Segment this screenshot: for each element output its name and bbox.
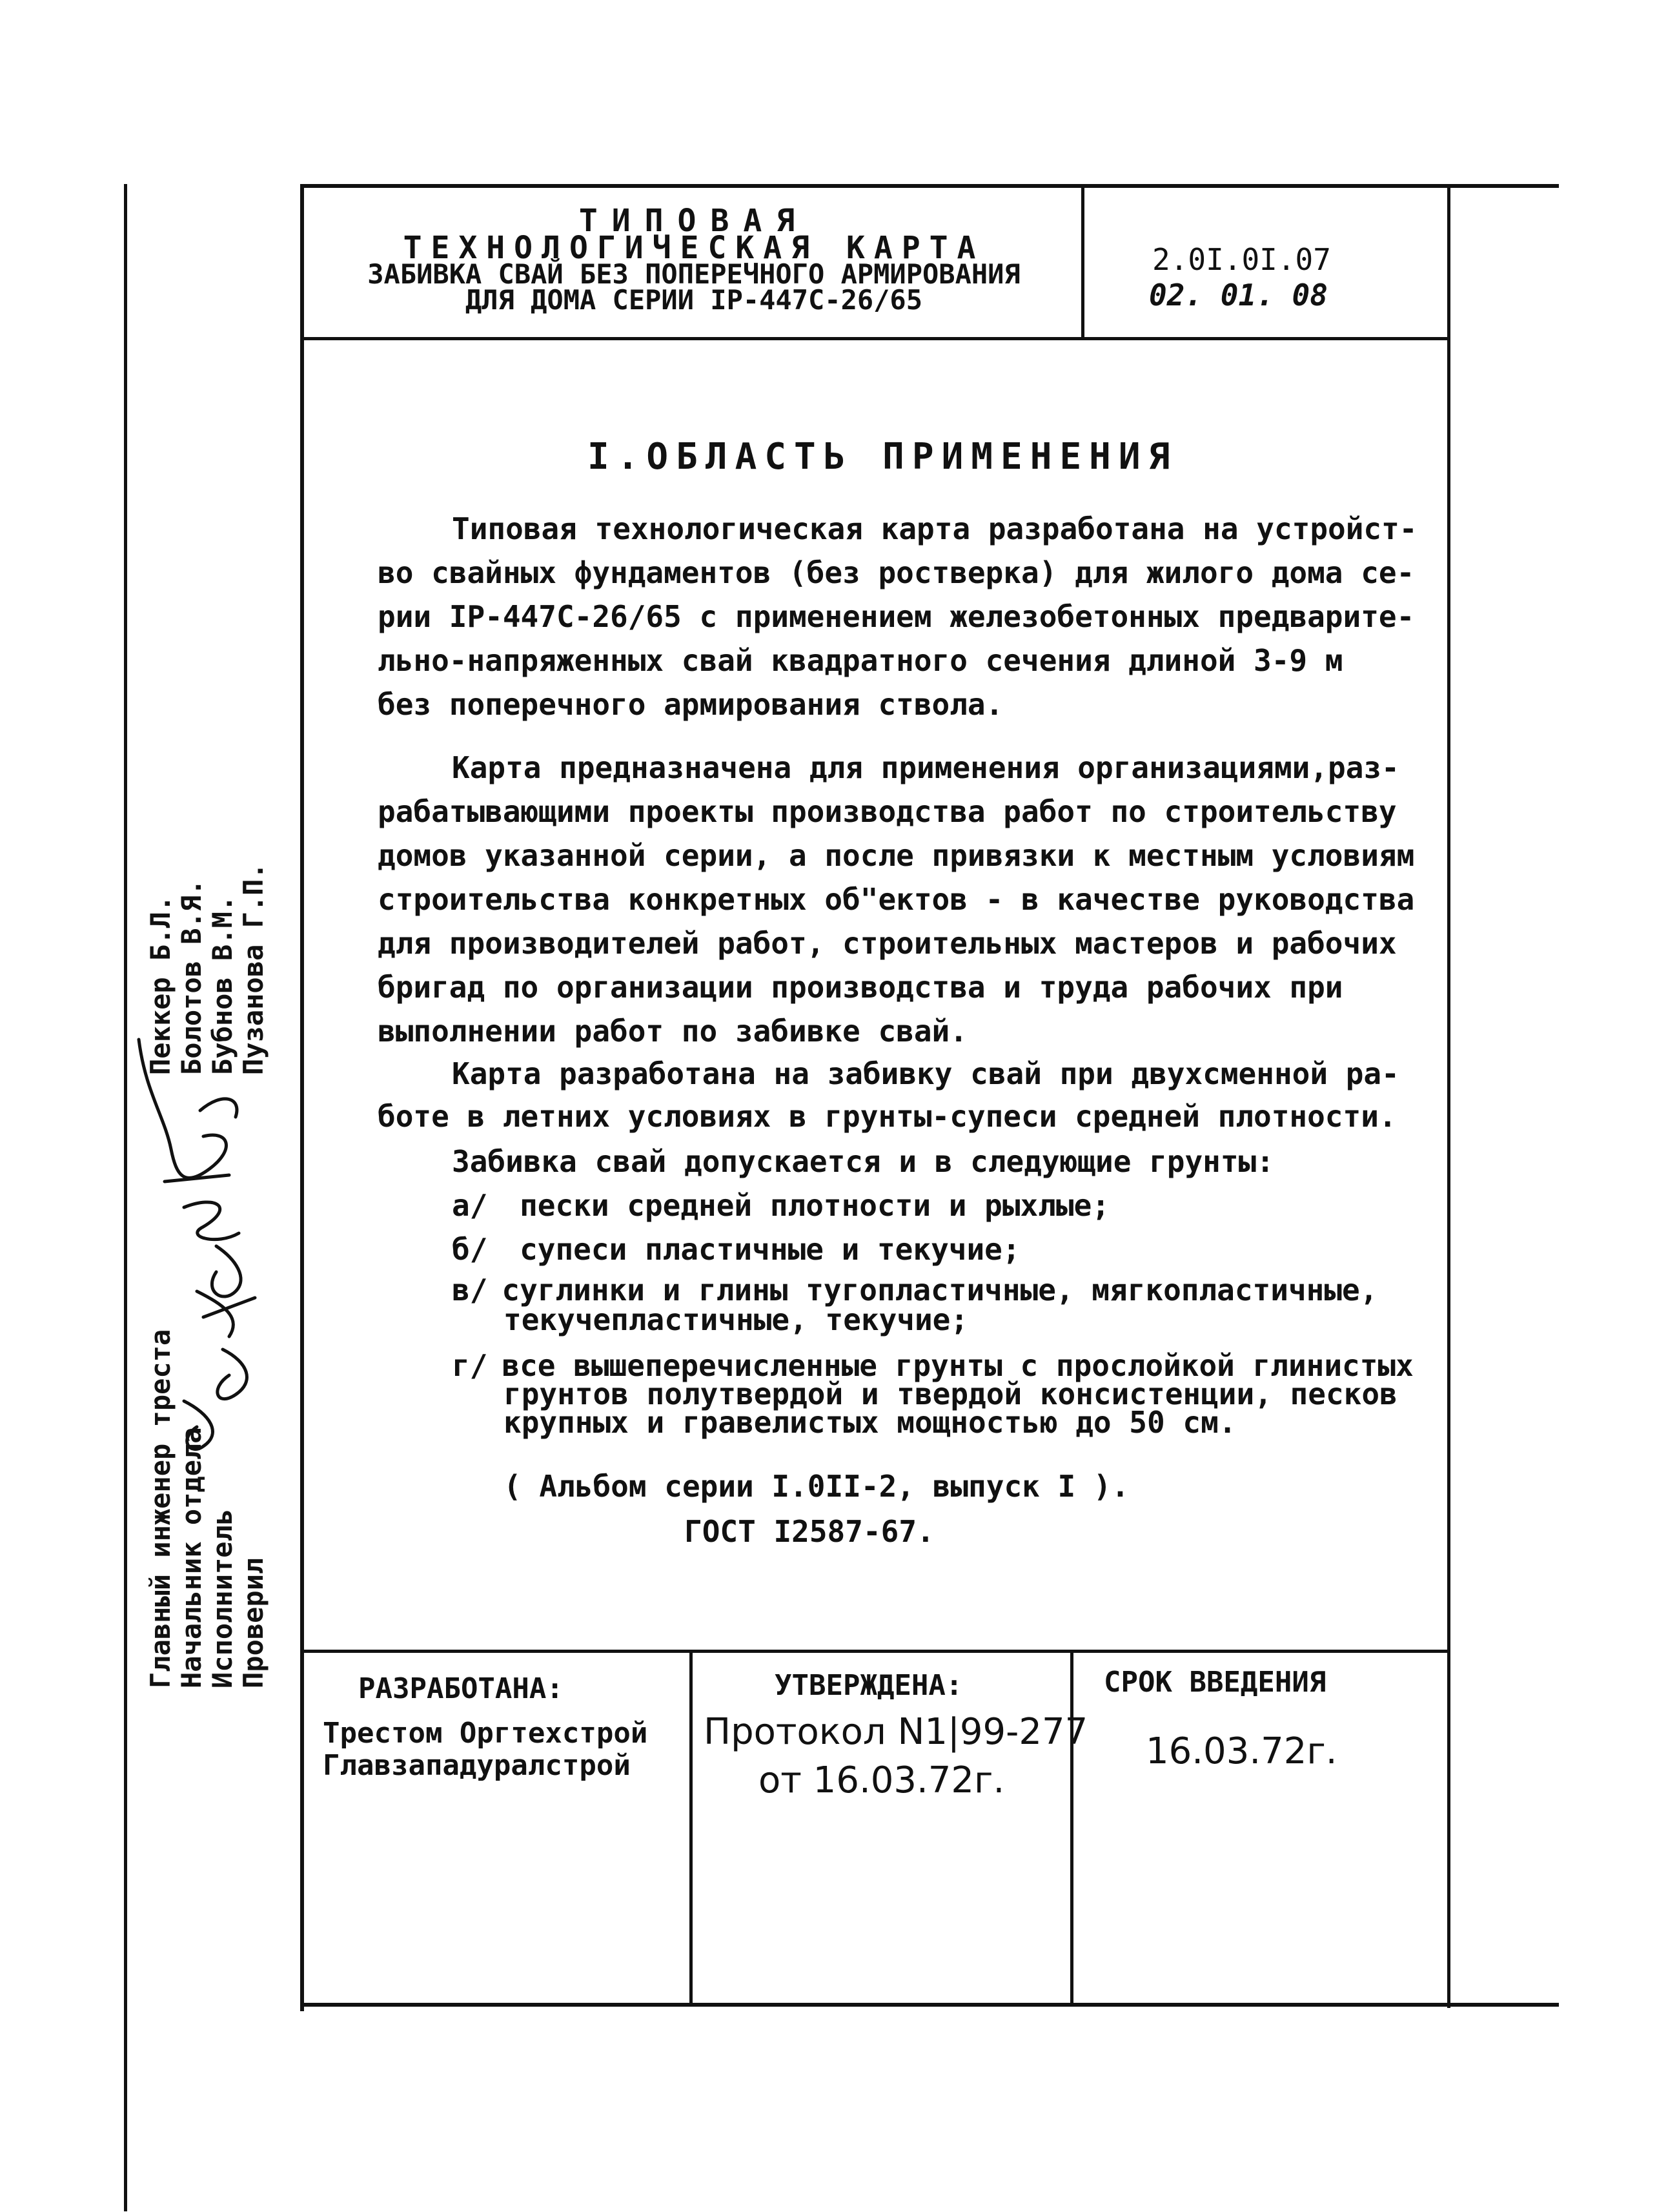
paragraph-scope <box>378 507 1418 726</box>
list-item-b <box>452 1232 1021 1267</box>
list-text: грунтов полутвердой и твердой консистенции, песков <box>503 1377 1397 1411</box>
list-item-d <box>452 1348 1414 1440</box>
text-line: Карта предназначена для применения организациями,раз- <box>452 750 1399 785</box>
title-line-3: ЗАБИВКА СВАЙ БЕЗ ПОПЕРЕЧНОГО АРМИРОВАНИЯ <box>367 258 1021 290</box>
text-line: строительства конкретных об"ектов - в качестве руководства <box>378 882 1415 917</box>
text-line: во свайных фундаментов (без ростверка) для жилого дома се- <box>378 555 1415 590</box>
text-line: Карта разработана на забивку свай при двухсменной ра- <box>452 1056 1399 1091</box>
frame-bottom <box>300 2003 1559 2007</box>
list-text: пески средней плотности и рыхлые; <box>520 1188 1110 1223</box>
gost-reference: ГОСТ I2587-67. <box>684 1514 935 1549</box>
list-marker: б/ <box>452 1232 488 1267</box>
text-line: Типовая технологическая карта разработана на устройст- <box>452 511 1418 546</box>
list-text: супеси пластичные и текучие; <box>520 1232 1021 1267</box>
section-heading: I.ОБЛАСТЬ ПРИМЕНЕНИЯ <box>587 436 1178 478</box>
text-line: без поперечного армирования ствола. <box>378 687 1004 722</box>
effective-date: 16.03.72г. <box>1146 1730 1337 1772</box>
list-text: крупных и гравелистых мощностью до 50 см. <box>503 1405 1237 1440</box>
developed-by <box>323 1717 647 1782</box>
list-marker: г/ <box>452 1348 488 1383</box>
header-divider <box>1081 187 1084 339</box>
text-line: рабатывающими проекты производства работ по строительству <box>378 794 1397 829</box>
sidebar-role: Начальник отдела <box>176 1427 207 1688</box>
developed-label: РАЗРАБОТАНА: <box>358 1672 564 1705</box>
list-item-c <box>452 1275 1377 1335</box>
text-line: для производителей работ, строительных мастеров и рабочих <box>378 926 1397 961</box>
list-item-a <box>452 1188 1110 1223</box>
frame-top <box>300 184 1559 188</box>
frame-left <box>300 187 304 2011</box>
document-title <box>310 205 1078 314</box>
approved-protocol: Протокол N1|99-277 <box>704 1711 1088 1753</box>
list-text: суглинки и глины тугопластичные, мягкопластичные, <box>502 1273 1378 1307</box>
album-reference: ( Альбом серии I.0II-2, выпуск I ). <box>503 1469 1130 1504</box>
text-line: льно-напряженных свай квадратного сечения длиной 3-9 м <box>378 643 1343 678</box>
signatures-image <box>126 1014 294 1466</box>
sidebar-name: Пузанова Г.П. <box>238 863 269 1075</box>
developed-line: Главзападуралстрой <box>323 1749 631 1782</box>
effective-label: СРОК ВВЕДЕНИЯ <box>1104 1666 1326 1699</box>
text-line: боте в летних условиях в грунты-супеси средней плотности. <box>378 1099 1397 1134</box>
list-text: все вышеперечисленные грунты с прослойкой глинистых <box>502 1348 1414 1383</box>
paragraph-purpose <box>378 746 1414 1053</box>
sidebar-name: Болотов В.Я. <box>176 879 207 1075</box>
text-line: бригад по организации производства и труда рабочих при <box>378 970 1343 1005</box>
sidebar-name: Бубнов В.М. <box>207 895 238 1075</box>
sidebar-role: Проверил <box>238 1557 269 1688</box>
sidebar-role: Исполнитель <box>207 1508 238 1688</box>
text-line: рии IР-447С-26/65 с применением железобетонных предварите- <box>378 599 1415 634</box>
approved-date: от 16.03.72г. <box>758 1759 1005 1801</box>
sidebar-name: Пеккер Б.Л. <box>145 895 176 1075</box>
list-text: текучепластичные, текучие; <box>503 1302 969 1337</box>
approved-label: УТВЕРЖДЕНА: <box>775 1669 963 1702</box>
header-bottom <box>300 337 1449 340</box>
list-marker: а/ <box>452 1188 488 1223</box>
footer-divider-1 <box>689 1650 693 2006</box>
list-marker: в/ <box>452 1273 488 1307</box>
title-line-4: ДЛЯ ДОМА СЕРИИ IР-447С-26/65 <box>465 284 922 316</box>
footer-divider-2 <box>1070 1650 1073 2006</box>
paragraph-conditions <box>378 1052 1399 1138</box>
text-line: домов указанной серии, а после привязки к местным условиям <box>378 838 1415 873</box>
frame-right <box>1447 184 1450 2008</box>
list-intro: Забивка свай допускается и в следующие грунты: <box>452 1144 1274 1179</box>
title-line-2: ТЕХНОЛОГИЧЕСКАЯ КАРТА <box>403 230 985 266</box>
sidebar-role: Главный инженер треста <box>145 1329 176 1688</box>
developed-line: Трестом Оргтехстрой <box>323 1717 648 1750</box>
document-code-handwritten: 02. 01. 08 <box>1149 278 1328 312</box>
title-line-1: ТИПОВАЯ <box>578 203 809 239</box>
document-code: 2.0I.0I.07 <box>1152 242 1331 277</box>
text-line: выполнении работ по забивке свай. <box>378 1014 968 1049</box>
footer-top <box>300 1650 1449 1653</box>
